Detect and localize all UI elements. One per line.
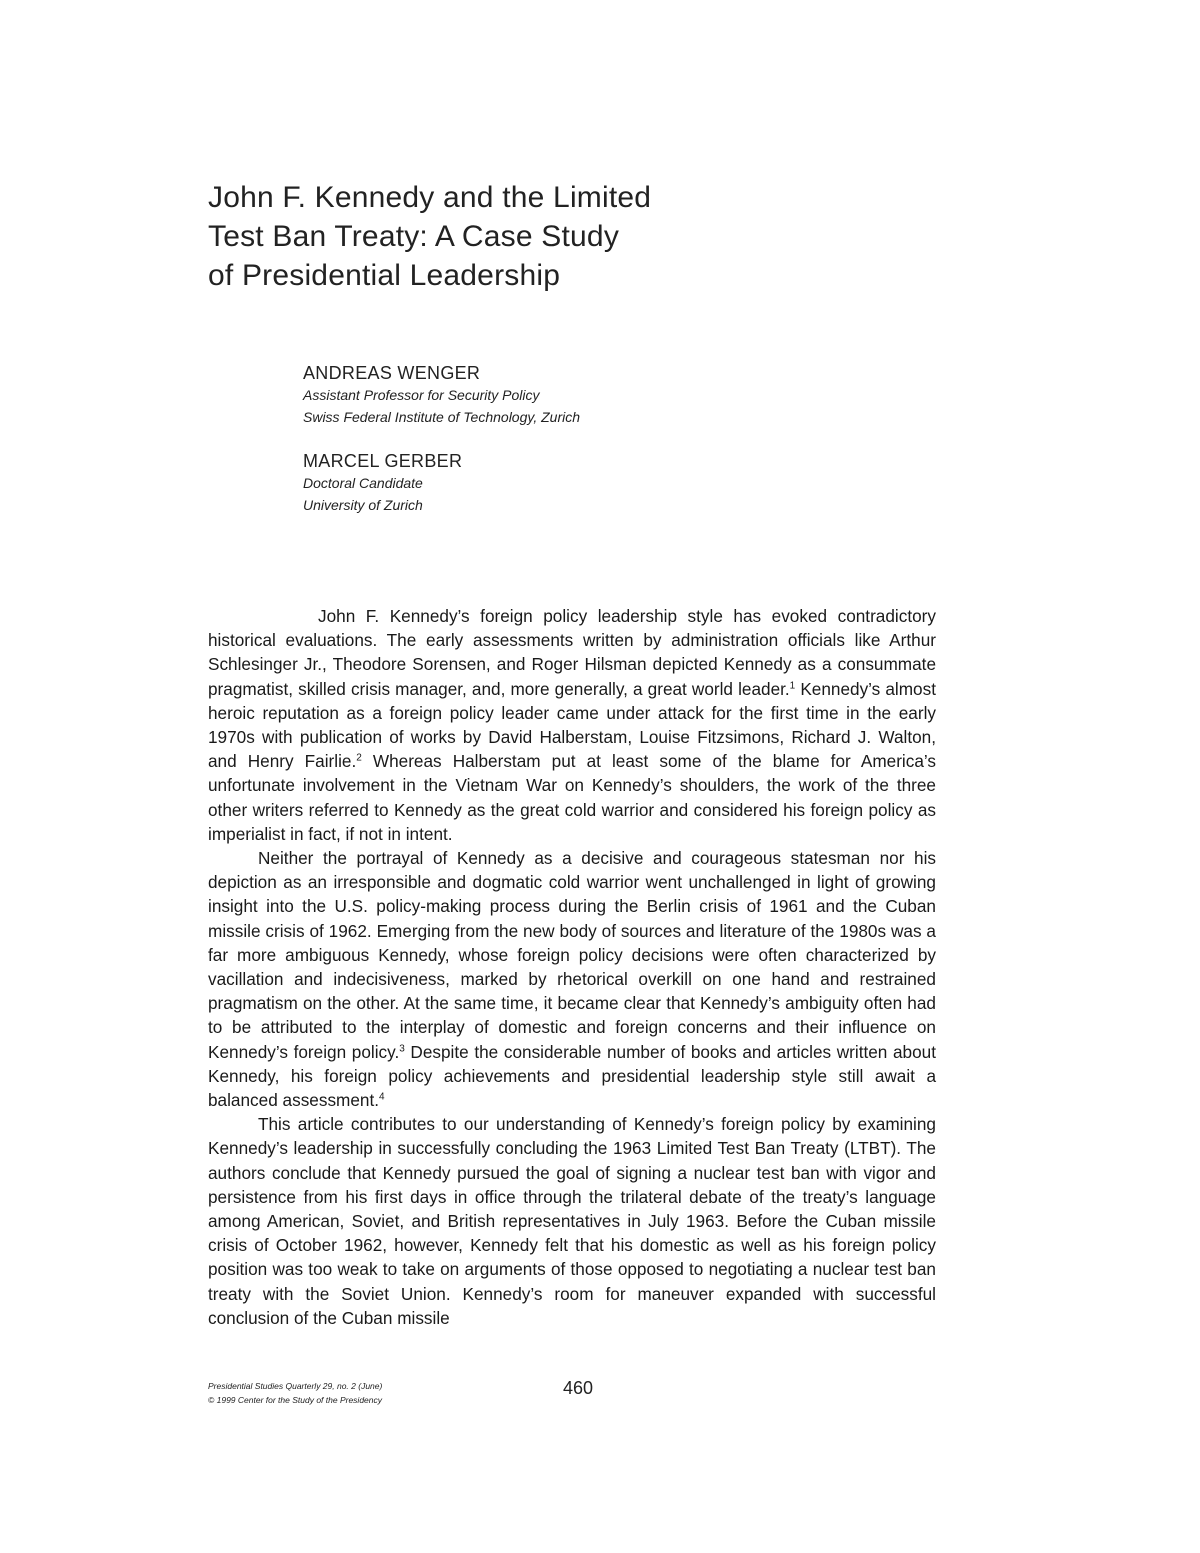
author-name: ANDREAS WENGER (303, 363, 481, 383)
body-paragraph-1 (208, 604, 936, 846)
paragraph-text: John F. Kennedy’s foreign policy leadership style has evoked contradictory historical evaluations. The early assessments written by administration officials like Arthur Schlesinger Jr., Theodore Sorensen, and Roger Hilsman depicted Kennedy as a consummate pragmatist, skilled crisis manager, and, more generally, a great world leader. (208, 606, 936, 699)
paragraph-text: This article contributes to our understanding of Kennedy’s foreign policy by examining Kennedy’s leadership in successfully concluding the 1963 Limited Test Ban Treaty (LTBT). The authors conclude that Kennedy pursued the goal of signing a nuclear test ban with vigor and persistence from his first days in office through the trilateral debate of the treaty’s language among American, Soviet, and British representatives in July 1963. Before the Cuban missile crisis of October 1962, however, Kennedy felt that his domestic as well as his foreign policy position was too weak to take on arguments of those opposed to negotiating a nuclear test ban treaty with the Soviet Union. Kennedy’s room for maneuver expanded with successful conclusion of the Cuban missile (208, 1114, 936, 1328)
paragraph-text: Whereas Halberstam put at least some of the blame for America’s unfortunate involvement in the Vietnam War on Kennedy’s shoulders, the work of the three other writers referred to Kennedy as the great cold warrior and considered his foreign policy as imperialist in fact, if not in intent. (208, 751, 936, 844)
journal-citation: Presidential Studies Quarterly 29, no. 2 (June) (208, 1381, 383, 1391)
author-name: MARCEL GERBER (303, 451, 463, 471)
article-body (208, 604, 936, 1330)
journal-footer (208, 1379, 508, 1407)
article-title (208, 178, 828, 295)
author-title: Doctoral Candidate (303, 475, 423, 491)
copyright-notice: © 1999 Center for the Study of the Presidency (208, 1395, 383, 1405)
footnote-marker[interactable]: 4 (379, 1091, 385, 1103)
title-line-3: of Presidential Leadership (208, 259, 561, 292)
footnote-marker[interactable]: 3 (399, 1042, 405, 1054)
author-institution: Swiss Federal Institute of Technology, Zurich (303, 409, 581, 425)
paragraph-text: Despite the considerable number of books and articles written about Kennedy, his foreign policy achievements and presidential leadership style still await a balanced assessment. (208, 1041, 937, 1111)
author-block-wenger (303, 362, 803, 428)
author-block-gerber (303, 450, 803, 516)
footnote-marker[interactable]: 2 (356, 752, 362, 764)
author-institution: University of Zurich (303, 497, 423, 513)
author-title: Assistant Professor for Security Policy (303, 387, 540, 403)
title-line-1: John F. Kennedy and the Limited (208, 181, 652, 214)
body-paragraph-3 (208, 1112, 936, 1330)
footnote-marker[interactable]: 1 (789, 679, 796, 691)
paragraph-text: Kennedy’s almost heroic reputation as a foreign policy leader came under attack for the first time in the early 1970s with publication of works by David Halberstam, Louise Fitzsimons, Richard J. Walton, and Henry Fairlie. (208, 678, 936, 772)
title-line-2: Test Ban Treaty: A Case Study (208, 220, 620, 253)
paragraph-text: Neither the portrayal of Kennedy as a decisive and courageous statesman nor his depiction as an irresponsible and dogmatic cold warrior went unchallenged in light of growing insight into the U.S. policy-making process during the Berlin crisis of 1961 and the Cuban missile crisis of 1962. Emerging from the new body of sources and literature of the 1980s was a far more ambiguous Kennedy, whose foreign policy decisions were often characterized by vacillation and indecisiveness, marked by rhetorical overkill on one hand and restrained pragmatism on the other. At the same time, it became clear that Kennedy’s ambiguity often had to be attributed to the interplay of domestic and foreign concerns and their influence on Kennedy’s foreign policy. (208, 848, 936, 1062)
page-number: 460 (563, 1378, 594, 1398)
body-paragraph-2 (208, 846, 936, 1112)
